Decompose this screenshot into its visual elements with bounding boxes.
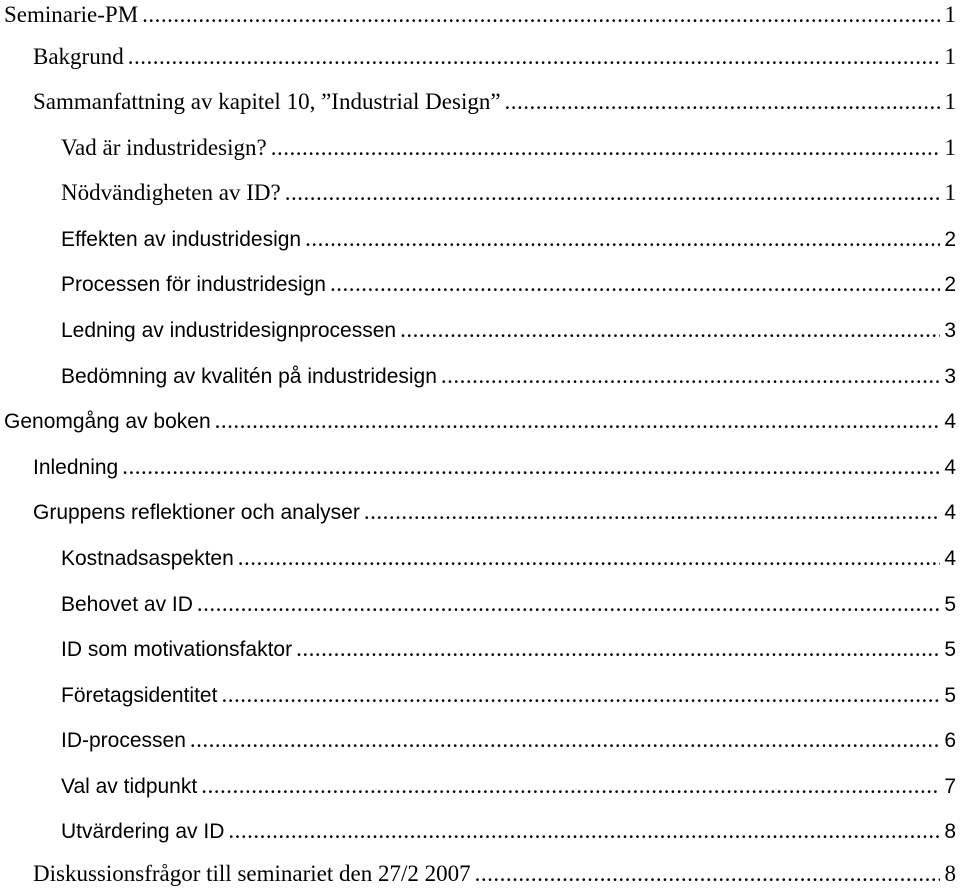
toc-leader-dots xyxy=(142,0,940,35)
toc-entry-page: 8 xyxy=(944,861,956,886)
toc-entry-page: 4 xyxy=(944,547,956,570)
toc-leader-dots xyxy=(190,720,940,760)
toc-entry-title: Vad är industridesign? xyxy=(61,135,267,160)
toc-entry-title: ID som motivationsfaktor xyxy=(61,638,293,661)
toc-entry-kostnadsaspekten[interactable] xyxy=(0,538,960,578)
toc-entry-gruppens-reflektioner[interactable] xyxy=(0,492,960,532)
toc-entry-title: Företagsidentitet xyxy=(61,684,218,707)
toc-entry-title: Effekten av industridesign xyxy=(61,228,302,251)
toc-entry-seminarie-pm[interactable] xyxy=(0,0,960,35)
toc-entry-title: Val av tidpunkt xyxy=(61,775,198,798)
toc-entry-vad-ar-industridesign[interactable] xyxy=(0,128,960,168)
toc-leader-dots xyxy=(330,264,940,304)
toc-leader-dots xyxy=(215,401,940,441)
toc-leader-dots xyxy=(122,447,940,487)
toc-entry-ledning[interactable] xyxy=(0,310,960,350)
toc-leader-dots xyxy=(201,766,940,806)
toc-entry-page: 6 xyxy=(944,729,956,752)
toc-leader-dots xyxy=(285,173,940,213)
toc-entry-title: Kostnadsaspekten xyxy=(61,547,234,570)
toc-leader-dots xyxy=(505,82,940,122)
toc-entry-page: 8 xyxy=(944,820,956,843)
toc-entry-nodvandigheten[interactable] xyxy=(0,173,960,213)
toc-leader-dots xyxy=(128,37,940,77)
toc-entry-page: 1 xyxy=(944,44,956,69)
toc-entry-title: Genomgång av boken xyxy=(4,410,211,433)
toc-entry-sammanfattning[interactable] xyxy=(0,82,960,122)
toc-entry-bakgrund[interactable] xyxy=(0,37,960,77)
toc-leader-dots xyxy=(296,629,940,669)
toc-entry-utvardering[interactable] xyxy=(0,811,960,851)
toc-entry-title: Diskussionsfrågor till seminariet den 27/2 2007 xyxy=(33,861,471,886)
toc-leader-dots xyxy=(305,219,940,259)
toc-entry-title: Behovet av ID xyxy=(61,593,193,616)
toc-leader-dots xyxy=(228,811,940,851)
toc-entry-page: 5 xyxy=(944,684,956,707)
toc-entry-foretagsidentitet[interactable] xyxy=(0,675,960,715)
toc-entry-title: Seminarie-PM xyxy=(4,2,139,27)
toc-entry-effekten[interactable] xyxy=(0,219,960,259)
toc-leader-dots xyxy=(475,854,940,894)
toc-entry-page: 7 xyxy=(944,775,956,798)
toc-entry-page: 2 xyxy=(944,228,956,251)
toc-entry-page: 5 xyxy=(944,638,956,661)
toc-entry-title: Nödvändigheten av ID? xyxy=(61,180,281,205)
toc-entry-title: Gruppens reflektioner och analyser xyxy=(33,501,360,524)
toc-entry-page: 3 xyxy=(944,319,956,342)
toc-leader-dots xyxy=(400,310,940,350)
toc-entry-page: 1 xyxy=(944,2,956,27)
toc-leader-dots xyxy=(271,128,940,168)
toc-entry-title: Ledning av industridesignprocessen xyxy=(61,319,397,342)
toc-entry-page: 2 xyxy=(944,273,956,296)
toc-leader-dots xyxy=(221,675,940,715)
toc-entry-inledning[interactable] xyxy=(0,447,960,487)
toc-entry-motivationsfaktor[interactable] xyxy=(0,629,960,669)
toc-entry-title: Inledning xyxy=(33,456,119,479)
toc-entry-diskussionsfragor[interactable] xyxy=(0,854,960,894)
toc-leader-dots xyxy=(238,538,940,578)
toc-entry-title: ID-processen xyxy=(61,729,186,752)
toc-entry-page: 1 xyxy=(944,135,956,160)
toc-entry-page: 1 xyxy=(944,180,956,205)
toc-leader-dots xyxy=(197,584,940,624)
toc-entry-bedomning[interactable] xyxy=(0,356,960,396)
toc-entry-id-processen[interactable] xyxy=(0,720,960,760)
toc-entry-title: Sammanfattning av kapitel 10, ”Industrial Design” xyxy=(33,89,501,114)
toc-entry-title: Processen för industridesign xyxy=(61,273,326,296)
toc-entry-page: 1 xyxy=(944,89,956,114)
toc-entry-page: 5 xyxy=(944,593,956,616)
toc-entry-page: 4 xyxy=(944,410,956,433)
toc-entry-page: 3 xyxy=(944,365,956,388)
toc-entry-processen[interactable] xyxy=(0,264,960,304)
toc-entry-title: Bedömning av kvalitén på industridesign xyxy=(61,365,437,388)
toc-entry-behovet[interactable] xyxy=(0,584,960,624)
toc-entry-title: Utvärdering av ID xyxy=(61,820,225,843)
toc-entry-val-av-tidpunkt[interactable] xyxy=(0,766,960,806)
toc-leader-dots xyxy=(441,356,940,396)
toc-leader-dots xyxy=(364,492,940,532)
toc-entry-title: Bakgrund xyxy=(33,44,124,69)
toc-entry-page: 4 xyxy=(944,501,956,524)
toc-entry-genomgang[interactable] xyxy=(0,401,960,441)
toc-entry-page: 4 xyxy=(944,456,956,479)
